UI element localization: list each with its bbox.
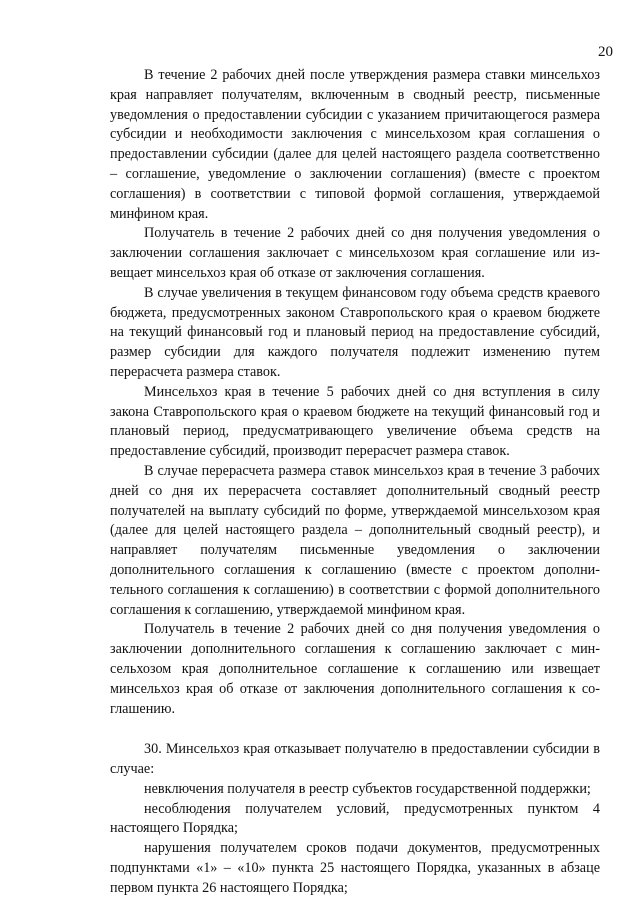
paragraph-refusal-grounds: 30. Минсельхоз края отказывает получателю в предоставлении субсидии в случае: (110, 741, 600, 778)
paragraph-ground-deadlines: нарушения получателем сроков подачи документов, предусмотренных подпунктами «1» – «10» пункта 25 настоящего Порядка, указанных в абзаце первом пункта 26 настоящего Порядка; (110, 840, 600, 896)
paragraph-recipient-agreement: Получатель в течение 2 рабочих дней со дня получения уведомления о заключении соглашения заключает с минсельхозом края соглашение или извещает минсельхоз края об отказе от заключения соглашения. (110, 225, 600, 281)
document-body (110, 66, 600, 899)
paragraph-rate-recalculation: Минсельхоз края в течение 5 рабочих дней со дня вступления в силу закона Ставропольского края о краевом бюджете на текущий финансовый год и плановый период, предусматривающего увеличение объема средств на предоставление субсидий, производит перерасчет размера ставок. (110, 383, 600, 460)
page-number: 20 (598, 44, 613, 60)
paragraph-additional-registry: В случае перерасчета размера ставок минсельхоз края в течение 3 рабочих дней со дня их перерасчета составляет дополнительный сводный реестр получателей на выплату субсидий по форме, утверждаемой минсельхозом края (далее для целей настоящего раздела – дополнительный сводный реестр), и направляет получателям письменные уведомления о заключении дополнительного соглашения к соглашению (вместе с проектом дополнительного соглашения к соглашению) в соответствии с формой дополнительного соглашения к соглашению, утверждаемой минфином края. (110, 462, 600, 618)
paragraph-budget-increase: В случае увеличения в текущем финансовом году объема средств краевого бюджета, предусмотренных законом Ставропольского края о краевом бюджете на текущий финансовый год и плановый период на предоставление субсидий, размер субсидии для каждого получателя подлежит изменению путем перерасчета размера ставок. (110, 284, 600, 380)
paragraph-ground-not-in-registry: невключения получателя в реестр субъектов государственной поддержки; (144, 780, 591, 797)
paragraph-approval-notice: В течение 2 рабочих дней после утверждения размера ставки минсельхоз края направляет получателям, включенным в сводный реестр, письменные уведомления о предоставлении субсидии с указанием причитающегося размера субсидии и необходимости заключения с минсельхозом края соглашения о предоставлении субсидии (далее для целей настоящего раздела соответственно – соглашение, уведомление о заключении соглашения) (вместе с проектом соглашения) в соответствии с типовой формой соглашения, утверждаемой минфином края. (110, 67, 600, 222)
paragraph-ground-conditions: несоблюдения получателем условий, предусмотренных пунктом 4 настоящего Порядка; (110, 800, 600, 837)
paragraph-additional-agreement: Получатель в течение 2 рабочих дней со дня получения уведомления о заключении дополнительного соглашения к соглашению заключает с минсельхозом края дополнительное соглашение к соглашению или извещает минсельхоз края об отказе от заключения дополнительного соглашения к соглашению. (110, 621, 600, 717)
